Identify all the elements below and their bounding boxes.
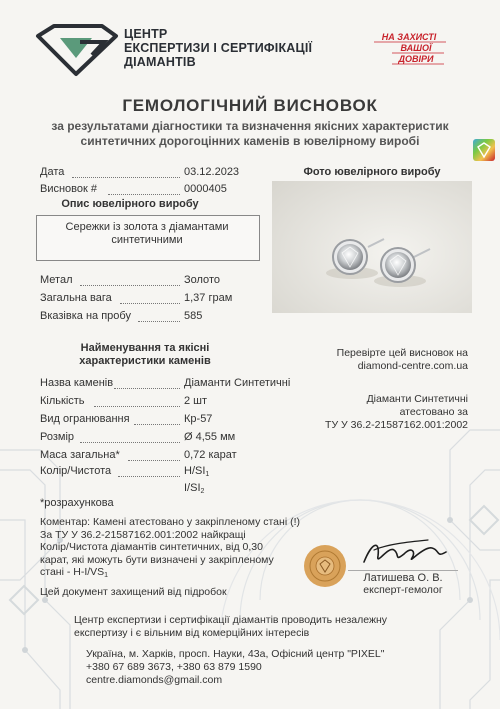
brand-trust-stamp <box>368 30 450 66</box>
verify-note <box>262 347 468 373</box>
comment-line1: Коментар: Камені атестовано у закріпленому стані (!) <box>40 516 300 528</box>
expert-role: експерт-гемолог <box>363 584 443 596</box>
metal-leader <box>80 285 180 286</box>
subtitle-line1: за результатами діагностики та визначення якісних характеристик <box>51 119 449 133</box>
contact-address: Україна, м. Харків, просп. Науки, 43а, Офісний центр "PIXEL" <box>86 648 385 660</box>
org-name-line1: ЦЕНТР <box>124 27 168 41</box>
contact-phones: +380 67 689 3673, +380 63 879 1590 <box>86 661 262 673</box>
certification-note <box>262 393 468 432</box>
stone-size-value: Ø 4,55 мм <box>184 431 236 443</box>
estimated-footnote: *розрахункова <box>40 497 114 509</box>
comment-block <box>40 516 310 583</box>
stone-mass-value: 0,72 карат <box>184 449 237 461</box>
comment-line5: стані - $H-I/VS_1$ <box>40 566 109 579</box>
org-name-line3: ДІАМАНТІВ <box>124 55 196 69</box>
hallmark-label: Вказівка на пробу <box>40 310 131 322</box>
item-description-line1: Сережки із золота з діамантами <box>65 221 229 233</box>
comment-line2: За ТУ У 36.2-21587162.001:2002 найкращі <box>40 528 246 541</box>
stone-size-leader <box>80 442 180 443</box>
conclusion-number-label: Висновок # <box>40 183 97 195</box>
stone-name-value: Діаманти Синтетичні <box>184 377 291 389</box>
stone-mass-label: Маса загальна* <box>40 449 120 461</box>
stamp-line1: НА ЗАХИСТІ <box>381 32 437 42</box>
comment-line3: Колір/Чистота діамантів синтетичних, від 0,30 <box>40 541 263 553</box>
stone-cut-label: Вид огранювання <box>40 413 130 425</box>
document-title: ГЕМОЛОГІЧНИЙ ВИСНОВОК <box>122 96 378 115</box>
independence-line2: експертизу і є вільним від комерційних інтересів <box>74 627 310 639</box>
independence-line1: Центр експертизи і сертифікації діамантів проводить незалежну <box>74 614 388 626</box>
color-clarity-label: Колір/Чистота <box>40 465 112 477</box>
stone-count-label: Кількість <box>40 395 85 407</box>
stamp-line2: ВАШОЇ <box>400 43 432 53</box>
org-name-line2: ЕКСПЕРТИЗИ І СЕРТИФІКАЦІЇ <box>124 41 313 55</box>
diamond-logo-icon <box>30 22 120 78</box>
stone-count-leader <box>94 406 180 407</box>
earrings-photo <box>272 181 472 313</box>
date-label: Дата <box>40 166 65 178</box>
color-clarity-value2: $I/SI_2$ <box>184 482 205 495</box>
weight-label: Загальна вага <box>40 292 112 304</box>
stone-cut-value: Кр-57 <box>184 413 213 425</box>
date-leader <box>72 177 180 178</box>
stamp-line3: ДОВІРИ <box>398 54 434 64</box>
stones-heading-line1: Найменування та якісні <box>80 342 210 354</box>
item-description-line2: синтетичними <box>111 234 183 246</box>
expert-signature <box>358 532 450 572</box>
hallmark-value: 585 <box>184 310 203 322</box>
weight-value: 1,37 грам <box>184 292 233 304</box>
independence-statement <box>74 614 404 640</box>
comment-line4: карат, які можуть бути визначені у закріпленому <box>40 553 274 566</box>
contacts-block <box>86 648 416 687</box>
item-description-text <box>40 221 254 247</box>
metal-label: Метал <box>40 274 73 286</box>
stones-heading <box>40 342 250 368</box>
stone-name-leader <box>114 388 180 389</box>
weight-leader <box>120 303 180 304</box>
metal-value: Золото <box>184 274 220 286</box>
hologram-sticker-icon <box>472 138 496 162</box>
hallmark-leader <box>138 321 180 322</box>
certified-line1: Діаманти Синтетичні <box>366 393 468 405</box>
stone-name-label: Назва каменів <box>40 377 114 389</box>
stones-heading-line2: характеристики каменів <box>79 355 211 367</box>
anti-counterfeit-note: Цей документ захищений від підробок <box>40 586 227 598</box>
photo-label: Фото ювелірного виробу <box>303 166 441 178</box>
date-value: 03.12.2023 <box>184 166 240 178</box>
certified-line3: ТУ У 36.2-21587162.001:2002 <box>325 419 468 431</box>
document-subtitle <box>30 119 470 149</box>
certified-line2: атестовано за <box>399 406 468 418</box>
stone-mass-leader <box>128 460 180 461</box>
verify-link[interactable]: diamond-centre.com.ua <box>357 360 468 372</box>
organization-name <box>124 27 312 69</box>
expert-name: Латишева О. В. <box>348 570 458 584</box>
item-description-heading: Опис ювелірного виробу <box>61 198 199 210</box>
conclusion-number-leader <box>108 194 180 195</box>
stone-size-label: Розмір <box>40 431 75 443</box>
conclusion-number-value: 0000405 <box>184 183 227 195</box>
color-clarity-leader <box>118 476 180 477</box>
gold-seal-icon <box>302 543 348 589</box>
stone-count-value: 2 шт <box>184 395 208 407</box>
verify-line1: Перевірте цей висновок на <box>336 347 468 359</box>
contact-email[interactable]: centre.diamonds@gmail.com <box>86 674 223 686</box>
stone-cut-leader <box>134 424 180 425</box>
subtitle-line2: синтетичних дорогоцінних каменів в ювелірному виробі <box>80 134 420 148</box>
color-clarity-value1: $H/SI_1$ <box>184 465 210 478</box>
